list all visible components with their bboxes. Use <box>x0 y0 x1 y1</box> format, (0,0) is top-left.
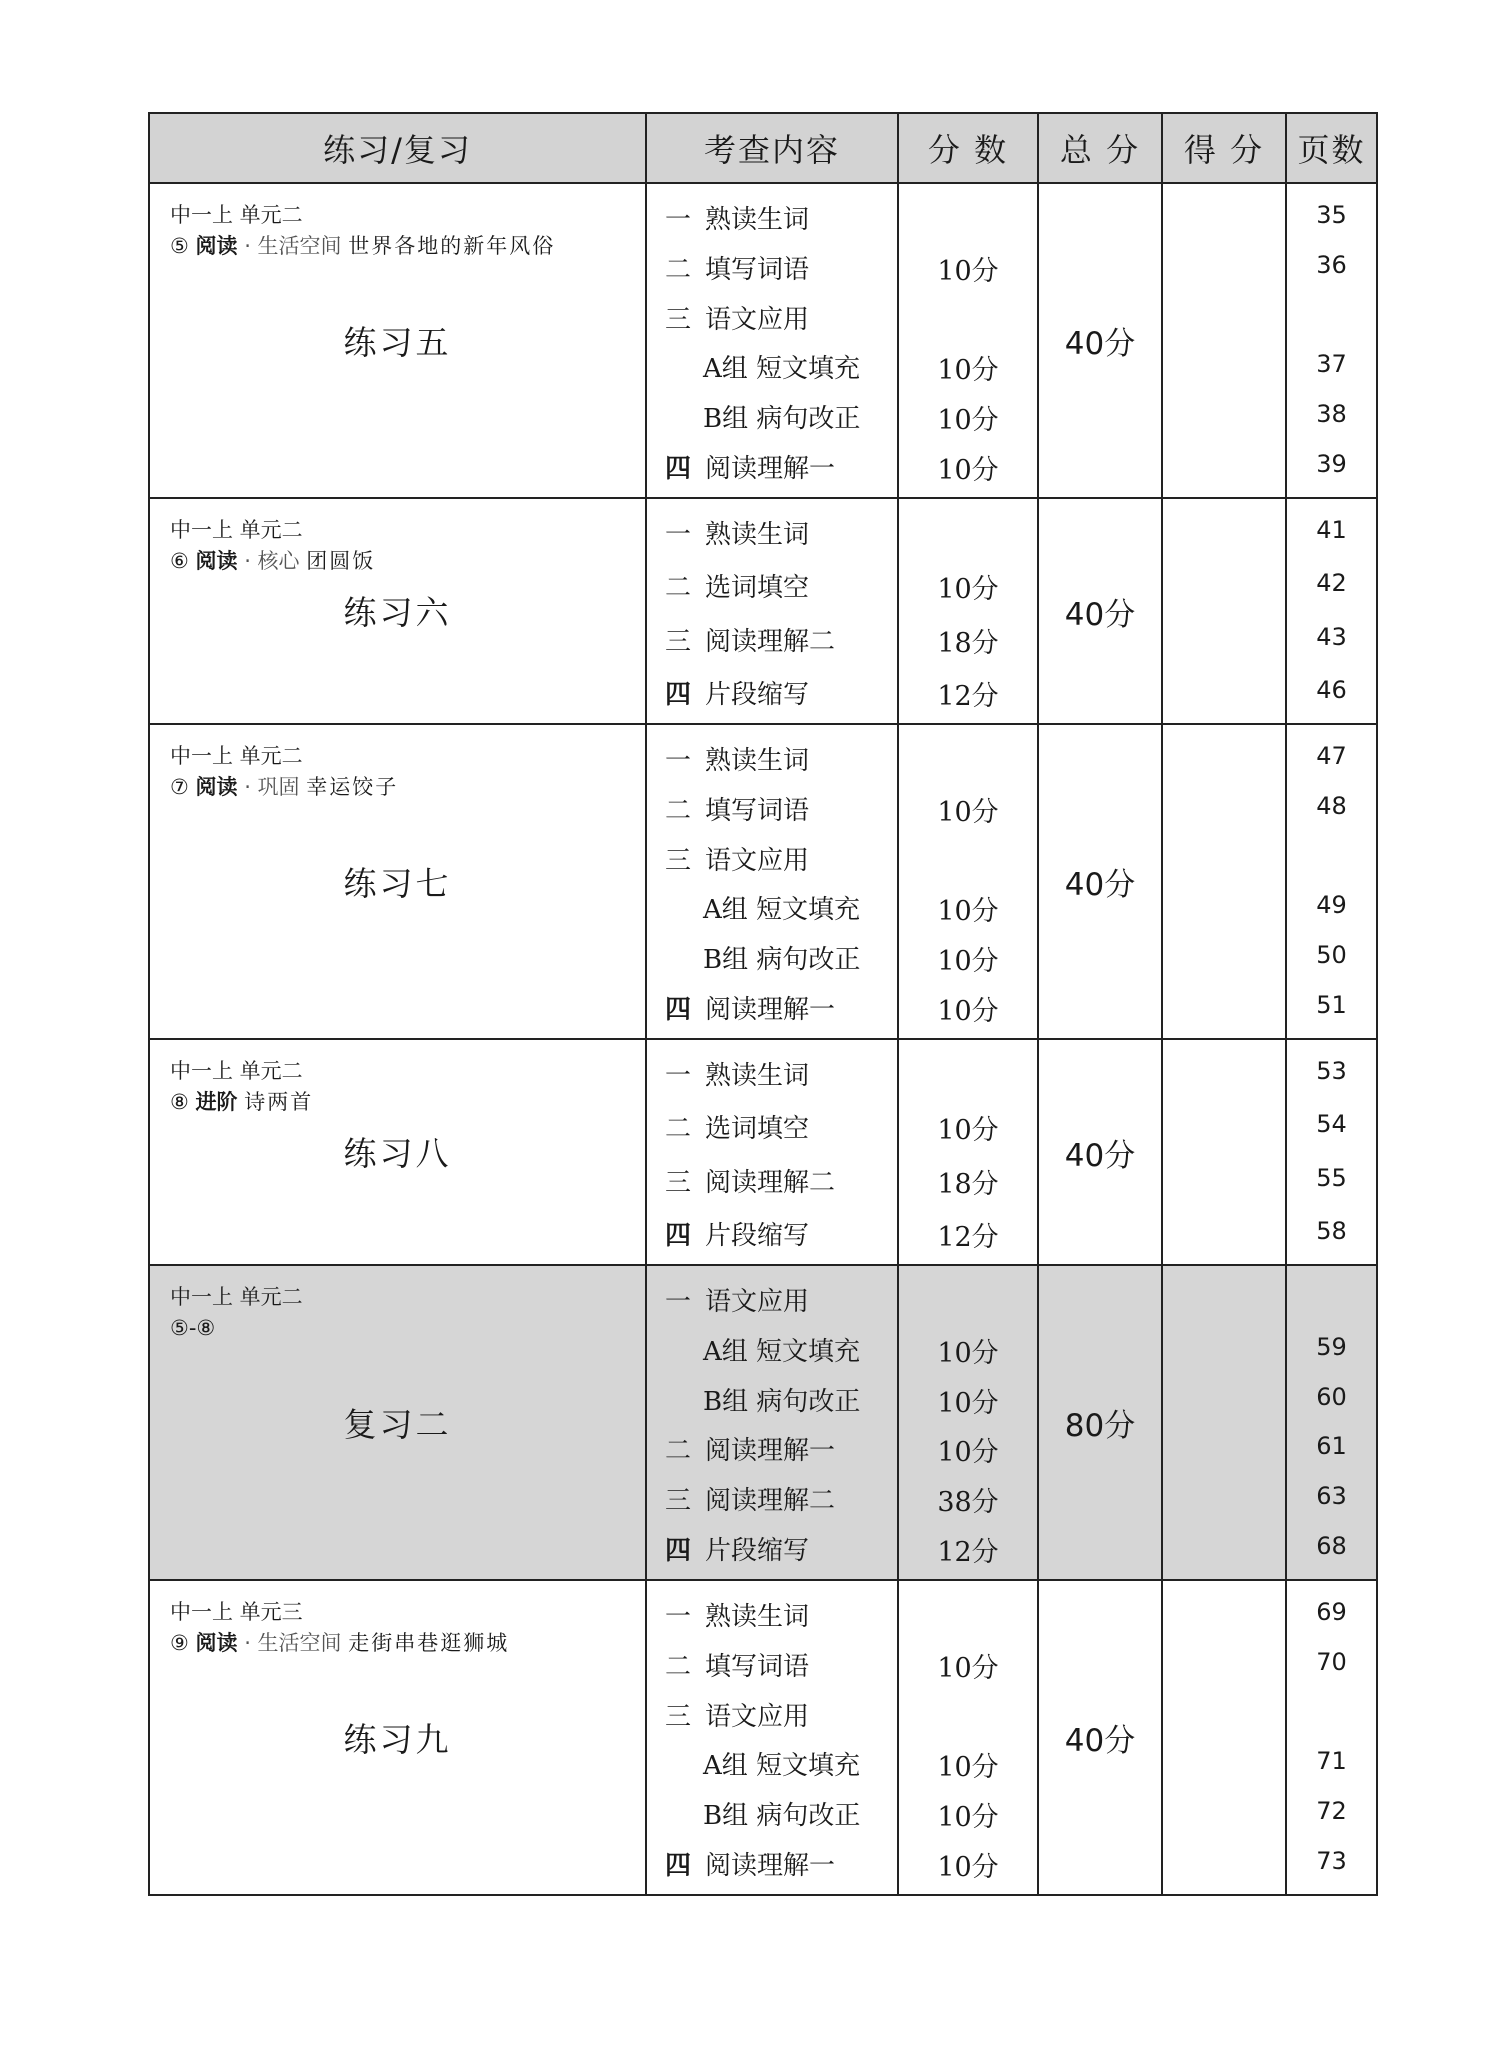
item-score: 10分 <box>937 405 999 436</box>
content-item <box>665 1596 809 1633</box>
item-score: 38分 <box>937 1487 999 1518</box>
item-label: 阅读理解二 <box>705 627 836 657</box>
item-number: 二 <box>665 796 692 826</box>
score-cell <box>898 183 1038 498</box>
obtained-score-cell[interactable] <box>1162 1580 1286 1895</box>
lesson-info <box>170 1087 313 1118</box>
item-label: 语文应用 <box>705 1287 810 1317</box>
exercise-title: 练习八 <box>343 1134 452 1173</box>
item-score: 10分 <box>937 896 999 927</box>
content-cell <box>646 183 898 498</box>
obtained-score-cell[interactable] <box>1162 724 1286 1039</box>
content-item <box>665 1646 809 1683</box>
item-page: 35 <box>1316 201 1347 229</box>
content-subitem: B组 病句改正 <box>703 404 861 434</box>
lesson-meta <box>170 1282 303 1344</box>
exercise-cell <box>149 1039 646 1265</box>
item-page: 49 <box>1316 891 1347 919</box>
lesson-info <box>170 772 398 803</box>
item-number: 三 <box>665 627 692 657</box>
header-score: 分 数 <box>898 113 1038 183</box>
item-page: 48 <box>1316 792 1347 820</box>
exercise-title: 练习九 <box>343 1720 452 1759</box>
total-score: 40分 <box>1038 498 1162 724</box>
item-label: 语文应用 <box>705 846 810 876</box>
item-number: 三 <box>665 1702 692 1732</box>
item-page: 53 <box>1316 1057 1347 1085</box>
score-cell <box>898 1265 1038 1580</box>
item-score: 10分 <box>937 355 999 386</box>
item-label: 片段缩写 <box>705 1221 810 1251</box>
lesson-tag: 阅读 <box>195 234 238 258</box>
exercise-cell <box>149 724 646 1039</box>
content-subitem: A组 短文填充 <box>703 895 861 925</box>
lesson-info <box>170 231 555 262</box>
page-cell <box>1286 724 1377 1039</box>
header-content: 考查内容 <box>646 113 898 183</box>
lesson-tag: 阅读 <box>195 1631 238 1655</box>
item-label: 熟读生词 <box>705 1602 810 1632</box>
header-total: 总 分 <box>1038 113 1162 183</box>
item-label: 熟读生词 <box>705 520 810 550</box>
item-page: 47 <box>1316 742 1347 770</box>
exercise-cell <box>149 1265 646 1580</box>
lesson-meta <box>170 741 398 803</box>
item-page: 42 <box>1316 569 1347 597</box>
item-page: 73 <box>1316 1847 1347 1875</box>
header-exercise: 练习/复习 <box>149 113 646 183</box>
item-label: 片段缩写 <box>705 1536 810 1566</box>
content-cell <box>646 1265 898 1580</box>
content-item <box>665 199 809 236</box>
item-number: 四 <box>665 1536 692 1566</box>
lesson-unit: 中一上 单元二 <box>170 203 303 227</box>
item-page: 41 <box>1316 516 1347 544</box>
lesson-info <box>170 546 375 577</box>
table-row <box>149 498 1377 724</box>
lesson-number: ⑨ <box>170 1631 189 1655</box>
content-item <box>665 1530 809 1567</box>
lesson-title: 走街串巷逛狮城 <box>348 1631 510 1655</box>
content-item <box>665 1480 835 1517</box>
item-label: 阅读理解一 <box>705 1851 836 1881</box>
item-number: 四 <box>665 1851 692 1881</box>
content-item <box>665 249 809 286</box>
item-score: 18分 <box>937 1169 999 1200</box>
obtained-score-cell[interactable] <box>1162 183 1286 498</box>
item-label: 片段缩写 <box>705 680 810 710</box>
item-page: 36 <box>1316 251 1347 279</box>
lesson-category: · 生活空间 <box>244 234 342 258</box>
lesson-number: ⑤ <box>170 234 189 258</box>
lesson-unit: 中一上 单元二 <box>170 1059 303 1083</box>
content-item <box>665 1845 835 1882</box>
total-score: 40分 <box>1038 1039 1162 1265</box>
exercise-title: 复习二 <box>343 1405 452 1444</box>
table-row <box>149 1039 1377 1265</box>
item-page: 37 <box>1316 350 1347 378</box>
lesson-tag: 进阶 <box>195 1090 238 1114</box>
content-item <box>665 1430 835 1467</box>
content-item <box>665 1055 809 1092</box>
content-item <box>665 1696 809 1733</box>
item-score: 10分 <box>937 455 999 486</box>
item-score: 10分 <box>937 1437 999 1468</box>
content-item <box>665 674 809 711</box>
item-score: 12分 <box>937 1222 999 1253</box>
lesson-unit: 中一上 单元二 <box>170 1285 303 1309</box>
item-score: 18分 <box>937 628 999 659</box>
obtained-score-cell[interactable] <box>1162 1039 1286 1265</box>
content-item <box>665 448 835 485</box>
item-page: 43 <box>1316 623 1347 651</box>
item-score: 10分 <box>937 996 999 1027</box>
lesson-info <box>170 1313 303 1344</box>
item-number: 四 <box>665 680 692 710</box>
lesson-category: · 巩固 <box>244 775 300 799</box>
item-number: 二 <box>665 1114 692 1144</box>
item-number: 四 <box>665 995 692 1025</box>
content-cell <box>646 724 898 1039</box>
item-page: 46 <box>1316 676 1347 704</box>
lesson-meta <box>170 1597 509 1659</box>
content-item <box>665 1162 835 1199</box>
item-number: 二 <box>665 1436 692 1466</box>
content-subitem: A组 短文填充 <box>703 1337 861 1367</box>
content-item <box>665 1215 809 1252</box>
item-score: 10分 <box>937 1388 999 1419</box>
lesson-unit: 中一上 单元二 <box>170 744 303 768</box>
header-obtained: 得 分 <box>1162 113 1286 183</box>
total-score: 80分 <box>1038 1265 1162 1580</box>
score-cell <box>898 1580 1038 1895</box>
item-number: 四 <box>665 454 692 484</box>
item-label: 阅读理解一 <box>705 454 836 484</box>
contents-table <box>148 112 1378 1896</box>
exercise-title: 练习六 <box>343 593 452 632</box>
item-label: 阅读理解一 <box>705 995 836 1025</box>
item-page: 71 <box>1316 1747 1347 1775</box>
item-score: 10分 <box>937 1802 999 1833</box>
lesson-number: ⑧ <box>170 1090 189 1114</box>
page-cell <box>1286 498 1377 724</box>
item-score: 10分 <box>937 1852 999 1883</box>
lesson-number: ⑥ <box>170 549 189 573</box>
item-score: 12分 <box>937 1537 999 1568</box>
item-number: 三 <box>665 305 692 335</box>
content-item <box>665 740 809 777</box>
lesson-meta <box>170 200 555 262</box>
lesson-category: · 核心 <box>244 549 300 573</box>
content-cell <box>646 1580 898 1895</box>
total-score: 40分 <box>1038 183 1162 498</box>
lesson-title: 世界各地的新年风俗 <box>348 234 556 258</box>
content-subitem: B组 病句改正 <box>703 1801 861 1831</box>
content-item <box>665 840 809 877</box>
item-page: 54 <box>1316 1110 1347 1138</box>
item-page: 38 <box>1316 400 1347 428</box>
table-row <box>149 183 1377 498</box>
item-page: 55 <box>1316 1164 1347 1192</box>
content-subitem: A组 短文填充 <box>703 354 861 384</box>
content-item <box>665 299 809 336</box>
total-score: 40分 <box>1038 1580 1162 1895</box>
item-score: 10分 <box>937 797 999 828</box>
page-cell <box>1286 1265 1377 1580</box>
item-label: 填写词语 <box>705 796 810 826</box>
content-cell <box>646 1039 898 1265</box>
content-item <box>665 514 809 551</box>
item-number: 二 <box>665 1652 692 1682</box>
exercise-title: 练习七 <box>343 864 452 903</box>
lesson-unit: 中一上 单元二 <box>170 518 303 542</box>
lesson-info <box>170 1628 509 1659</box>
item-score: 10分 <box>937 256 999 287</box>
item-label: 熟读生词 <box>705 746 810 776</box>
item-page: 50 <box>1316 941 1347 969</box>
exercise-cell <box>149 1580 646 1895</box>
obtained-score-cell[interactable] <box>1162 498 1286 724</box>
score-cell <box>898 1039 1038 1265</box>
content-item <box>665 1281 809 1318</box>
lesson-tag: 阅读 <box>195 549 238 573</box>
item-number: 一 <box>665 1602 692 1632</box>
lesson-tag: 阅读 <box>195 775 238 799</box>
item-label: 选词填空 <box>705 1114 810 1144</box>
content-subitem: B组 病句改正 <box>703 1387 861 1417</box>
item-page: 39 <box>1316 450 1347 478</box>
item-number: 三 <box>665 1486 692 1516</box>
lesson-number: ⑤-⑧ <box>170 1316 216 1340</box>
item-label: 选词填空 <box>705 573 810 603</box>
item-page: 68 <box>1316 1532 1347 1560</box>
exercise-title: 练习五 <box>343 323 452 362</box>
item-score: 10分 <box>937 1115 999 1146</box>
lesson-title: 诗两首 <box>244 1090 314 1114</box>
item-number: 一 <box>665 746 692 776</box>
page-cell <box>1286 183 1377 498</box>
total-score: 40分 <box>1038 724 1162 1039</box>
exercise-cell <box>149 498 646 724</box>
item-page: 58 <box>1316 1217 1347 1245</box>
table-row <box>149 1580 1377 1895</box>
item-number: 二 <box>665 573 692 603</box>
item-score: 12分 <box>937 681 999 712</box>
item-label: 阅读理解二 <box>705 1168 836 1198</box>
item-label: 填写词语 <box>705 1652 810 1682</box>
lesson-meta <box>170 1056 313 1118</box>
item-page: 72 <box>1316 1797 1347 1825</box>
table-row <box>149 724 1377 1039</box>
item-number: 四 <box>665 1221 692 1251</box>
item-number: 一 <box>665 520 692 550</box>
header-row <box>149 113 1377 183</box>
lesson-number: ⑦ <box>170 775 189 799</box>
item-page: 69 <box>1316 1598 1347 1626</box>
header-page: 页数 <box>1286 113 1377 183</box>
lesson-meta <box>170 515 375 577</box>
lesson-title: 团圆饭 <box>306 549 376 573</box>
content-item <box>665 989 835 1026</box>
item-label: 阅读理解一 <box>705 1436 836 1466</box>
item-label: 填写词语 <box>705 255 810 285</box>
item-score: 10分 <box>937 1338 999 1369</box>
item-page: 70 <box>1316 1648 1347 1676</box>
item-page: 59 <box>1316 1333 1347 1361</box>
item-label: 阅读理解二 <box>705 1486 836 1516</box>
content-item <box>665 567 809 604</box>
content-item <box>665 621 835 658</box>
lesson-title: 幸运饺子 <box>306 775 399 799</box>
item-number: 二 <box>665 255 692 285</box>
lesson-unit: 中一上 单元三 <box>170 1600 303 1624</box>
item-label: 熟读生词 <box>705 1061 810 1091</box>
score-cell <box>898 498 1038 724</box>
item-number: 一 <box>665 1061 692 1091</box>
item-number: 三 <box>665 846 692 876</box>
score-cell <box>898 724 1038 1039</box>
item-label: 语文应用 <box>705 1702 810 1732</box>
content-item <box>665 790 809 827</box>
item-page: 51 <box>1316 991 1347 1019</box>
item-label: 熟读生词 <box>705 205 810 235</box>
item-page: 60 <box>1316 1383 1347 1411</box>
item-page: 61 <box>1316 1432 1347 1460</box>
table-row <box>149 1265 1377 1580</box>
lesson-category: · 生活空间 <box>244 1631 342 1655</box>
item-number: 三 <box>665 1168 692 1198</box>
content-cell <box>646 498 898 724</box>
item-score: 10分 <box>937 574 999 605</box>
content-subitem: A组 短文填充 <box>703 1751 861 1781</box>
item-number: 一 <box>665 205 692 235</box>
content-item <box>665 1108 809 1145</box>
exercise-cell <box>149 183 646 498</box>
table-body <box>149 183 1377 1895</box>
content-subitem: B组 病句改正 <box>703 945 861 975</box>
item-score: 10分 <box>937 946 999 977</box>
item-score: 10分 <box>937 1752 999 1783</box>
page-cell <box>1286 1039 1377 1265</box>
item-label: 语文应用 <box>705 305 810 335</box>
page-cell <box>1286 1580 1377 1895</box>
item-score: 10分 <box>937 1653 999 1684</box>
item-number: 一 <box>665 1287 692 1317</box>
item-page: 63 <box>1316 1482 1347 1510</box>
obtained-score-cell[interactable] <box>1162 1265 1286 1580</box>
